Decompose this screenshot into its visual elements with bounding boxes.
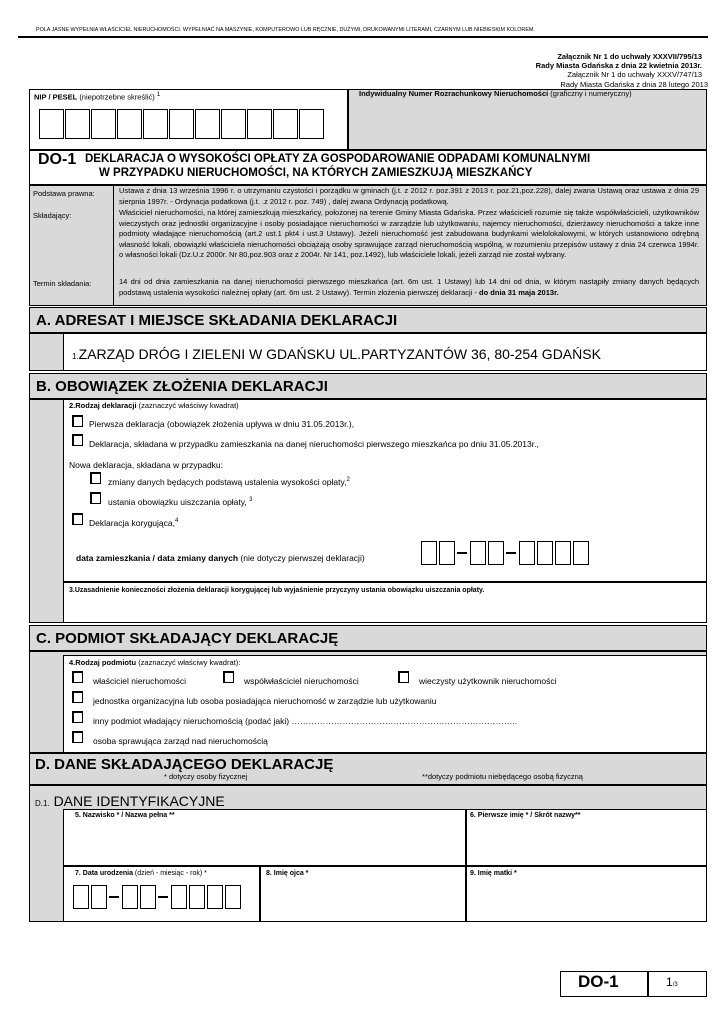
addressee-text: ZARZĄD DRÓG I ZIELENI W GDAŃSKU UL.PARTYZANTÓW 36, 80-254 GDAŃSK [78, 346, 601, 362]
footer-total: /3 [672, 982, 678, 988]
title-line2: W PRZYPADKU NIERUCHOMOŚCI, NA KTÓRYCH ZAMIESZKUJĄ MIESZKAŃCY [99, 167, 533, 179]
nip-digit-cell[interactable] [39, 109, 64, 139]
f8-label: 8. Imię ojca * [266, 870, 309, 877]
date-line [76, 553, 365, 563]
date-note: (nie dotyczy pierwszej deklaracji) [240, 553, 365, 563]
checkbox-obligation-end[interactable] [90, 492, 101, 504]
date-day-cell[interactable] [439, 541, 455, 565]
nip-sup: 1 [156, 92, 161, 98]
deadline-label: Termin składania: [33, 279, 92, 288]
legal-label: Podstawa prawna: [33, 189, 95, 198]
checkbox-first-declaration[interactable] [72, 415, 83, 427]
title-line1: DEKLARACJA O WYSOKOŚCI OPŁATY ZA GOSPODAROWANIE ODPADAMI KOMUNALNYMI [85, 153, 591, 165]
checkbox-co-owner[interactable] [223, 671, 234, 683]
opt-data-change-line [108, 477, 350, 487]
birth-date-separator [109, 896, 119, 898]
date-month-cell[interactable] [470, 541, 486, 565]
annex-line3: Załącznik Nr 1 do uchwały XXXV/747/13 [567, 70, 702, 79]
f9-label: 9. Imię matki * [470, 870, 517, 877]
birth-day-cell[interactable] [91, 885, 107, 909]
date-separator [506, 552, 516, 554]
opt-obligation-end-sup: 3 [249, 497, 253, 504]
birth-month-cell[interactable] [122, 885, 138, 909]
footer-code: DO-1 [578, 972, 619, 991]
title-code: DO-1 [38, 151, 77, 168]
footer-page: 1 [666, 975, 673, 989]
birth-month-cell[interactable] [140, 885, 156, 909]
top-note: POLA JASNE WYPEŁNIA WŁAŚCICIEL NIERUCHOMOŚCI. WYPEŁNIAĆ NA MASZYNIE, KOMPUTEROWO LUB RĘCZNIE, DUŻYMI, DRUKOWANYMI LITERAMI, CZARNYM LUB NIEBIESKIM KOLOREM. [36, 27, 535, 33]
nip-digit-cell[interactable] [195, 109, 220, 139]
opt-data-change-sup: 2 [346, 477, 350, 484]
checkbox-other-entity[interactable] [72, 711, 83, 723]
addressee-line [72, 346, 601, 362]
opt-co-owner: współwłaściciel nieruchomości [244, 676, 359, 686]
field2-label: 2.Rodzaj deklaracji [69, 401, 137, 410]
opt-owner: właściciel nieruchomości [93, 676, 187, 686]
checkbox-perpetual-user[interactable] [398, 671, 409, 683]
d1-title: DANE IDENTYFIKACYJNE [53, 793, 225, 809]
birth-year-cell[interactable] [189, 885, 205, 909]
note-natural-person: * dotyczy osoby fizycznej [164, 772, 248, 781]
opt-correction-sup: 4 [174, 518, 179, 525]
opt-first-resident: Deklaracja, składana w przypadku zamieszkania na danej nieruchomości pierwszego mieszkańca po dniu 31.05.2013r., [89, 439, 539, 449]
date-label: data zamieszkania / data zmiany danych [76, 553, 239, 563]
f7-label: 7. Data urodzenia [75, 870, 133, 877]
date-year-cell[interactable] [573, 541, 589, 565]
info-divider [113, 185, 114, 306]
checkbox-first-resident[interactable] [72, 434, 83, 446]
nip-digit-cell[interactable] [247, 109, 272, 139]
birth-year-cell[interactable] [207, 885, 223, 909]
addressee-num: 1. [72, 352, 79, 361]
opt-obligation-end-line [108, 497, 252, 507]
birth-date-separator [158, 896, 168, 898]
opt-correction: Deklaracja korygująca, [89, 518, 175, 528]
checkbox-owner[interactable] [72, 671, 83, 683]
date-year-cell[interactable] [555, 541, 571, 565]
opt-first-declaration: Pierwsza deklaracja (obowiązek złożenia upływa w dniu 31.05.2013r.), [89, 419, 355, 429]
field4-label: 4.Rodzaj podmiotu [69, 658, 137, 667]
checkbox-data-change[interactable] [90, 472, 101, 484]
filer-label: Składający: [33, 211, 72, 220]
section-c-heading: C. PODMIOT SKŁADAJĄCY DEKLARACJĘ [29, 625, 707, 651]
checkbox-correction[interactable] [72, 513, 83, 525]
nip-digit-cell[interactable] [169, 109, 194, 139]
checkbox-manager[interactable] [72, 731, 83, 743]
opt-correction-line [89, 518, 178, 528]
deadline-text [119, 277, 699, 298]
birth-year-cell[interactable] [225, 885, 241, 909]
checkbox-organizational-unit[interactable] [72, 691, 83, 703]
d1-title-line [35, 793, 225, 809]
date-day-cell[interactable] [421, 541, 437, 565]
field2-note: (zaznaczyć właściwy kwadrat) [138, 401, 239, 410]
date-year-cell[interactable] [519, 541, 535, 565]
nip-digit-cell[interactable] [221, 109, 246, 139]
section-b-heading: B. OBOWIĄZEK ZŁOŻENIA DEKLARACJI [29, 373, 707, 399]
f7-note: (dzień - miesiąc - rok) * [134, 870, 207, 877]
opt-obligation-end: ustania obowiązku uiszczania opłaty, [108, 497, 247, 507]
inr-label: Indywidualny Numer Rozrachunkowy Nieruchomości [359, 89, 549, 98]
birth-year-cell[interactable] [171, 885, 187, 909]
annex-line2: Rady Miasta Gdańska z dnia 22 kwietnia 2013r. [535, 61, 702, 70]
d1-num: D.1. [35, 799, 50, 808]
f7-line [75, 870, 207, 877]
inr-label-line [359, 89, 632, 98]
filer-text: Właściciel nieruchomości, na której zamieszkują mieszkańcy, położonej na terenie Gminy Miasta Gdańska. Przez właścicieli rozumie się także współwłaścicieli, użytkowników wieczystych oraz jednostki organizacyjne i osoby posiadające nieruchomości w zarządzie lub użytkowaniu, najemcy nieruchomości, dzierżawcy nieruchomości a także inne podmioty władające nieruchomością (art.2 ust.1 pkt4 i ust.3 Ustawy). Jeżeli nieruchomość jest zabudowana budynkami wielolokalowymi, w których ustanowiono odrębną własność lokali, obowiązki właściciela nieruchomości obciążają osoby sprawujące zarząd nieruchomością wspólną, w rozumieniu przepisów ustawy z dnia 24 czerwca 1994r. o własności lokali (Dz.U.z 2000r. Nr 80,poz.903 oraz z 2004r. Nr 141, poz.1492), lub właściciele lokali, jeżeli zarząd nie został wybrany. [119, 208, 699, 260]
f5-label: 5. Nazwisko * / Nazwa pełna ** [75, 812, 175, 819]
note-legal-entity: **dotyczy podmiotu niebędącego osobą fizyczną [422, 772, 583, 781]
inr-box [348, 89, 707, 150]
date-separator [457, 552, 467, 554]
annex-line1: Załącznik Nr 1 do uchwały XXXVII/795/13 [557, 52, 702, 61]
opt-data-change: zmiany danych będących podstawą ustalenia wysokości opłaty, [108, 477, 347, 487]
inr-note: (graficzny i numeryczny) [550, 89, 632, 98]
new-declaration-label: Nowa deklaracja, składana w przypadku: [69, 460, 224, 470]
nip-label-line [34, 92, 160, 102]
field4-note: (zaznaczyć właściwy kwadrat): [138, 658, 241, 667]
nip-digit-cell[interactable] [65, 109, 90, 139]
opt-organizational-unit: jednostka organizacyjna lub osoba posiadająca nieruchomość w zarządzie lub użytkowaniu [93, 696, 437, 706]
nip-note: (niepotrzebne skreślić) [79, 92, 155, 102]
date-year-cell[interactable] [537, 541, 553, 565]
annex-line4: Rady Miasta Gdańska z dnia 28 lutego 2013 [560, 80, 708, 89]
opt-other-entity: inny podmiot władający nieruchomością (podać jaki) …………………………………………………………………….. [93, 716, 518, 726]
opt-perpetual-user: wieczysty użytkownik nieruchomości [419, 676, 557, 686]
nip-digit-cell[interactable] [91, 109, 116, 139]
section-d-heading: D. DANE SKŁADAJĄCEGO DEKLARACJĘ [35, 756, 334, 773]
nip-digit-cell[interactable] [273, 109, 298, 139]
legal-text: Ustawa z dnia 13 września 1996 r. o utrzymaniu czystości i porządku w gminach (j.t. z 2012 r. poz.391 z 2013 r. poz.21,poz.228), dalej zwana Ustawą oraz ustawa z dnia 29 sierpnia 1997r. - Ordynacja podatkowa (j.t. .z 2012 r. poz. 749) , dalej zwana Ordynacją podatkową. [119, 186, 699, 206]
top-rule [18, 36, 708, 38]
birth-day-cell[interactable] [73, 885, 89, 909]
footer-page-line [666, 975, 678, 989]
nip-label: NIP / PESEL [34, 92, 78, 102]
opt-manager: osoba sprawująca zarząd nad nieruchomością [93, 736, 268, 746]
date-month-cell[interactable] [488, 541, 504, 565]
section-a-heading: A. ADRESAT I MIEJSCE SKŁADANIA DEKLARACJI [29, 307, 707, 333]
nip-digit-cell[interactable] [117, 109, 142, 139]
field3-label: 3.Uzasadnienie konieczności złożenia deklaracji korygującej lub wyjaśnienie przyczyny ustania obowiązku uiszczania opłaty. [69, 587, 485, 594]
f6-label: 6. Pierwsze imię * / Skrót nazwy** [470, 812, 581, 819]
field4-line [69, 658, 240, 667]
deadline-body: 14 dni od dnia zamieszkania na danej nieruchomości pierwszego mieszkańca (art. 6m ust. 1 Ustawy) lub 14 dni od dnia, w którym nastąpiły zmiany danych będących podstawą ustalenia wysokości należnej opłaty (art. 6m ust. 2 Ustawy). Termin złożenia pierwszej deklaracji - [119, 277, 699, 297]
nip-digit-cell[interactable] [143, 109, 168, 139]
field2-line [69, 401, 239, 410]
nip-digit-cell[interactable] [299, 109, 324, 139]
deadline-bold: do dnia 31 maja 2013r. [479, 287, 559, 297]
